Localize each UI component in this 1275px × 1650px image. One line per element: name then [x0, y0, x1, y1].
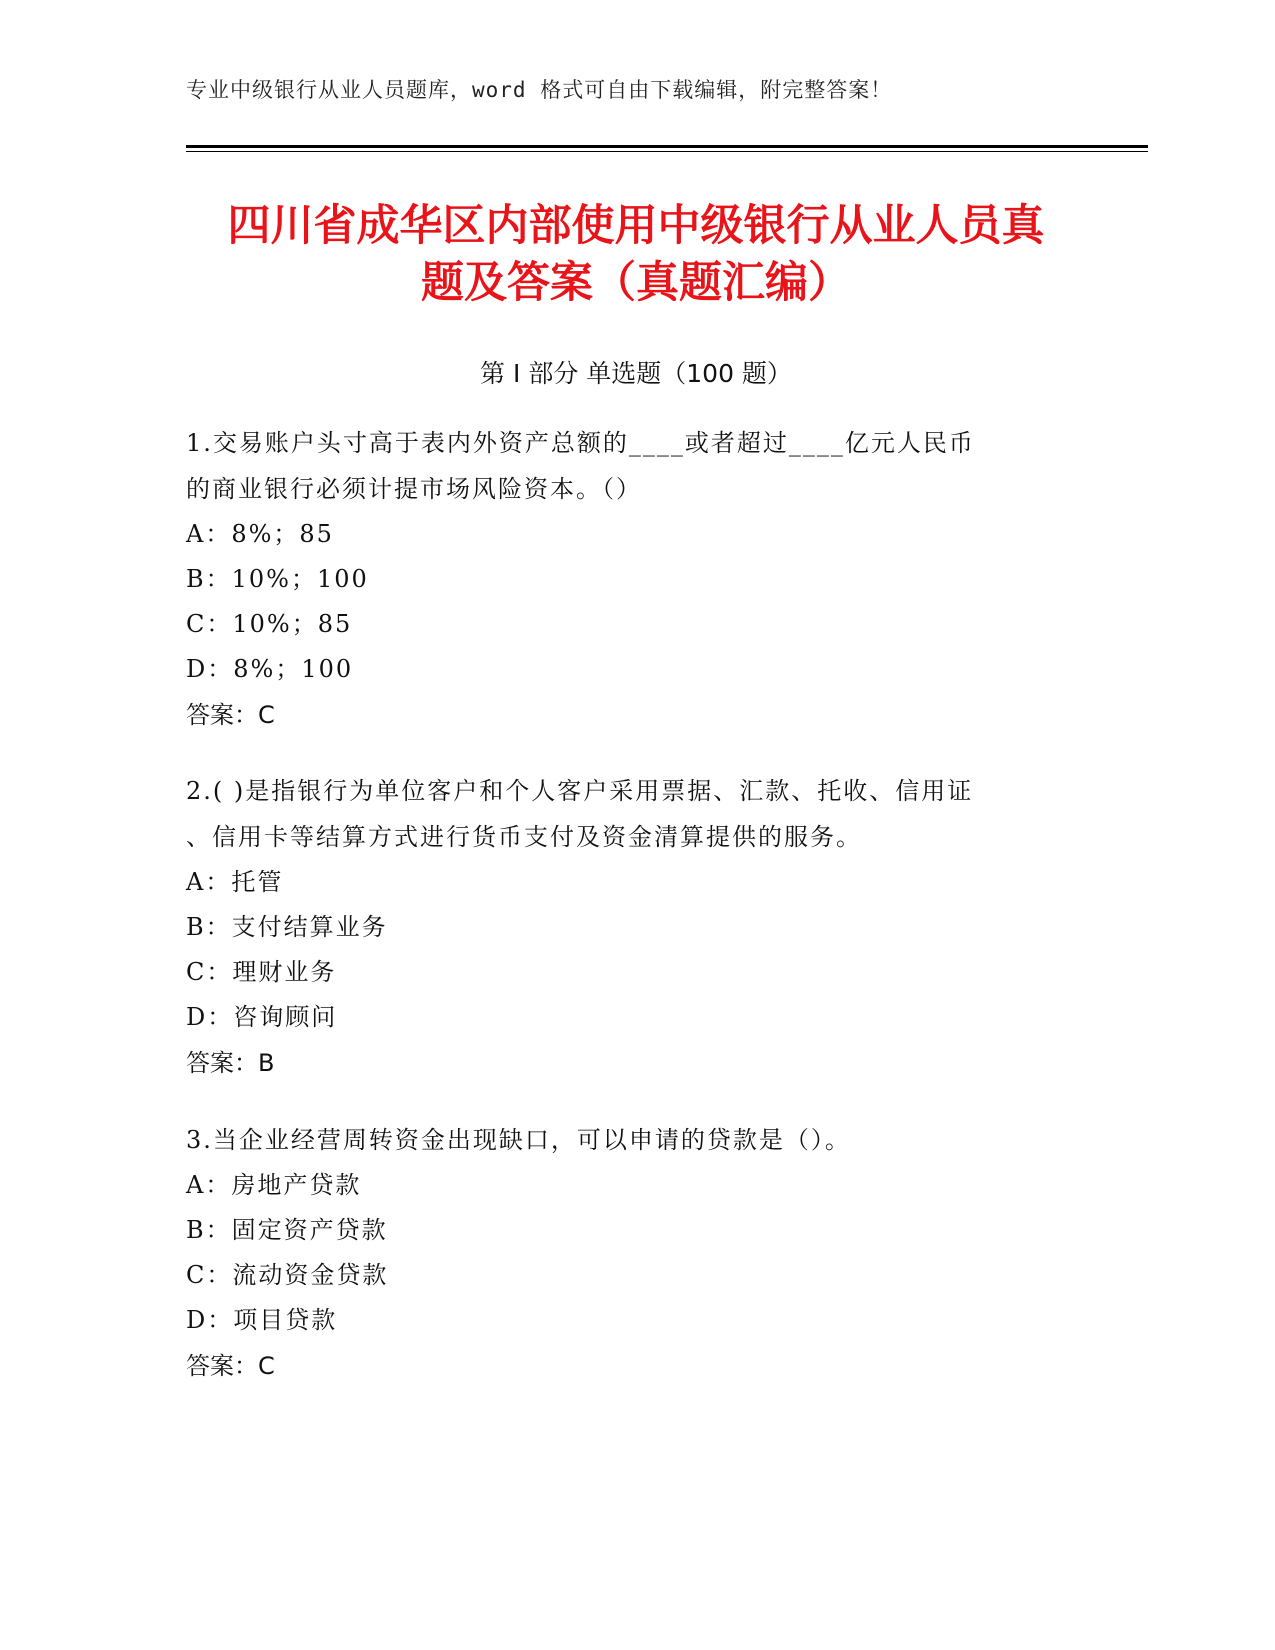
question-stem: 2.( )是指银行为单位客户和个人客户采用票据、汇款、托收、信用证: [186, 777, 974, 805]
option-d: D：咨询顾问: [186, 1003, 338, 1031]
option-c: C：10%；85: [186, 610, 353, 638]
document-title: [186, 198, 1086, 312]
question-stem-continued: 的商业银行必须计提市场风险资本。（）: [186, 475, 642, 503]
option-a: A：托管: [186, 868, 284, 896]
section-title: 第 I 部分 单选题（100 题）: [480, 359, 792, 388]
header-rule-thin: [186, 151, 1148, 152]
document-title-line1: 四川省成华区内部使用中级银行从业人员真: [227, 201, 1045, 251]
question-2: [186, 768, 1086, 1086]
option-b: B：支付结算业务: [186, 913, 388, 941]
header-rule-thick: [186, 145, 1148, 148]
option-a: A：8%；85: [186, 520, 334, 548]
option-c: C：理财业务: [186, 958, 337, 986]
option-b: B：10%；100: [186, 565, 369, 593]
option-d: D：8%；100: [186, 655, 354, 683]
answer: 答案：C: [186, 1352, 275, 1380]
answer: 答案：B: [186, 1049, 275, 1077]
option-c: C：流动资金贷款: [186, 1261, 389, 1289]
option-d: D：项目贷款: [186, 1306, 338, 1334]
option-a: A：房地产贷款: [186, 1171, 362, 1199]
document-title-line2: 题及答案（真题汇编）: [421, 258, 851, 308]
option-b: B：固定资产贷款: [186, 1216, 388, 1244]
question-3: [186, 1117, 1086, 1389]
question-1: [186, 420, 1086, 738]
question-stem-continued: 、信用卡等结算方式进行货币支付及资金清算提供的服务。: [186, 823, 862, 851]
question-stem: 3.当企业经营周转资金出现缺口，可以申请的贷款是（）。: [186, 1126, 851, 1154]
answer: 答案：C: [186, 701, 275, 729]
header-note: 专业中级银行从业人员题库，word 格式可自由下载编辑，附完整答案！: [186, 78, 893, 102]
question-stem: 1.交易账户头寸高于表内外资产总额的____或者超过____亿元人民币: [186, 429, 975, 457]
